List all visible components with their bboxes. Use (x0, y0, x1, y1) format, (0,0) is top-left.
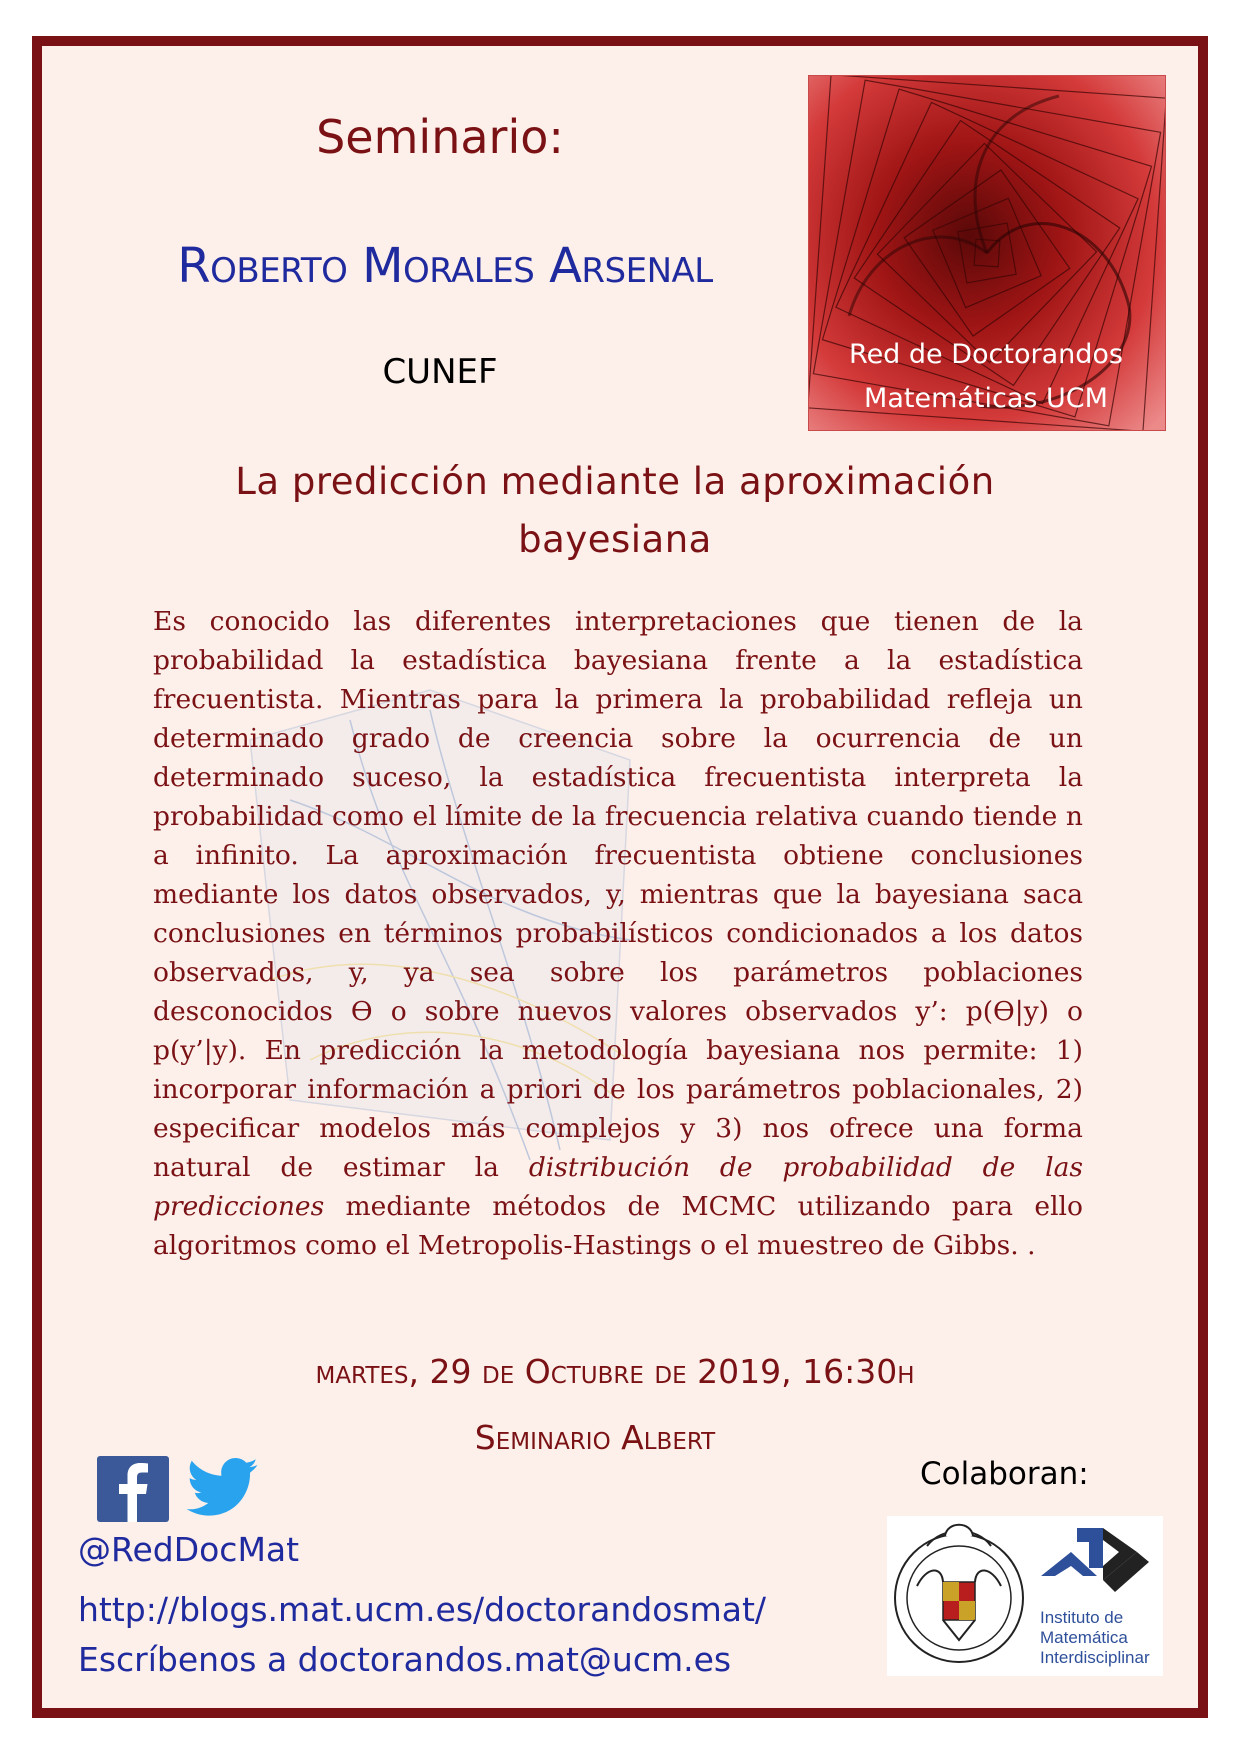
imi-logo-icon (1037, 1522, 1157, 1606)
logo-line-1: Red de Doctorandos (849, 339, 1123, 370)
abstract-part-1: Es conocido las diferentes interpretaciones que tienen de la probabilidad la estadística bayesiana frente a la estadística frecuentista. Mientras para la primera la probabilidad refleja un determinado grado de creencia sobre la ocurrencia de un determinado suceso, la estadística frecuentista interpreta la probabilidad como el límite de la frecuencia relativa cuando tiende n a infinito. La aproximación frecuentista obtiene conclusiones mediante los datos observados, y, mientras que la bayesiana saca conclusiones en términos probabilísticos condicionados a los datos observados, y, ya sea sobre los parámetros poblaciones desconocidos ϴ o sobre nuevos valores observados y’: p(ϴ|y) o p(y’|y). En predicción la metodología bayesiana nos permite: 1) incorporar información a priori de los parámetros poblacionales, 2) especificar modelos más complejos y 3) nos ofrece una forma natural de estimar la (153, 606, 1083, 1183)
email-line[interactable]: Escríbenos a doctorandos.mat@ucm.es (78, 1640, 732, 1679)
abstract-part-2: mediante métodos de MCMC utilizando para ello algoritmos como el Metropolis-Hastings o el muestreo de Gibbs. . (153, 1191, 1083, 1261)
speaker-affiliation: CUNEF (382, 352, 498, 392)
event-place: Seminario Albert (474, 1418, 716, 1457)
logo-caption (808, 333, 1164, 421)
imi-line-1: Instituto de (1040, 1608, 1124, 1627)
ucm-seal-icon (887, 1516, 1037, 1676)
abstract-italic: distribución de probabilidad de las predicciones (153, 1152, 1083, 1222)
twitter-handle[interactable]: @RedDocMat (78, 1530, 300, 1569)
speaker-name: Roberto Morales Arsenal (177, 238, 713, 294)
imi-line-3: Interdisciplinar (1040, 1648, 1150, 1667)
seminar-label: Seminario: (316, 110, 564, 164)
abstract-text (153, 602, 1083, 1265)
facebook-icon[interactable] (97, 1456, 169, 1522)
sponsors-label: Colaboran: (920, 1456, 1089, 1492)
twitter-icon[interactable] (186, 1458, 260, 1518)
logo-line-2: Matemáticas UCM (864, 383, 1108, 414)
talk-title: La predicción mediante la aproximación bayesiana (235, 460, 995, 561)
imi-name (1040, 1608, 1170, 1668)
blog-link[interactable]: http://blogs.mat.ucm.es/doctorandosmat/ (78, 1590, 767, 1629)
imi-line-2: Matemática (1040, 1628, 1128, 1647)
event-date: martes, 29 de Octubre de 2019, 16:30h (315, 1352, 915, 1391)
